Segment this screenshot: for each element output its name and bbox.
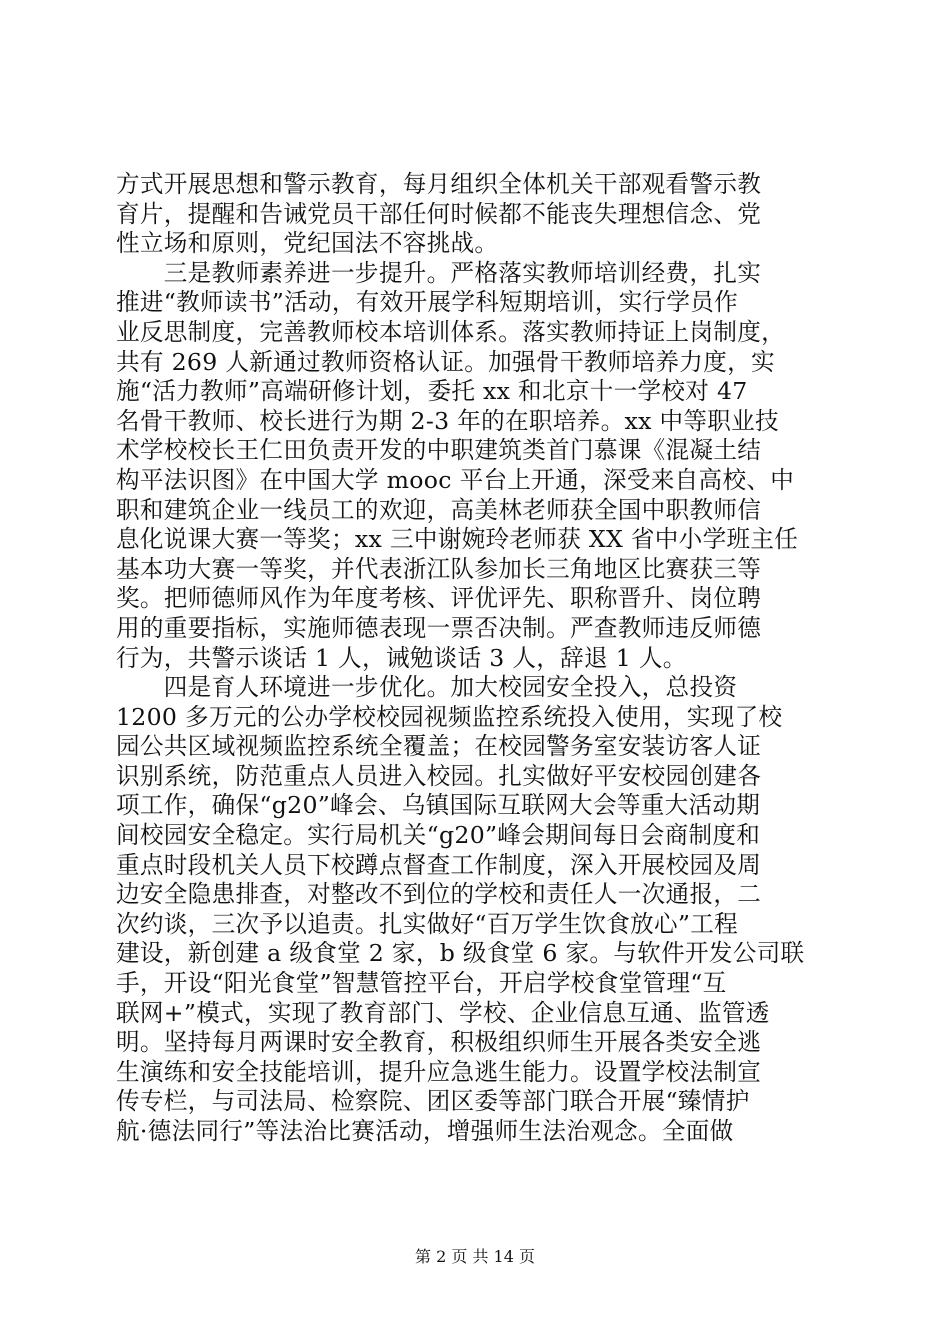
text-line: 次约谈，三次予以追责。扎实做好“百万学生饮食放心”工程 [116,909,739,938]
text-line: 奖。把师德师风作为年度考核、评优评先、职称晋升、岗位聘 [116,584,762,613]
text-line: 三是教师素养进一步提升。严格落实教师培训经费，扎实 [116,258,762,287]
text-line: 间校园安全稳定。实行局机关“g20”峰会期间每日会商制度和 [116,821,761,850]
text-line: 项工作，确保“g20”峰会、乌镇国际互联网大会等重大活动期 [116,791,761,820]
text-line: 园公共区域视频监控系统全覆盖；在校园警务室安装访客人证 [116,732,762,761]
text-line: 构平法识图》在中国大学 mooc 平台上开通，深受来自高校、中 [116,465,795,494]
text-line: 手，开设“阳光食堂”智慧管控平台，开启学校食堂管理“互 [116,969,727,998]
text-line: 联网+”模式，实现了教育部门、学校、企业信息互通、监管透 [116,998,770,1027]
text-line: 育片，提醒和告诫党员干部任何时候都不能丧失理想信念、党 [116,199,762,228]
text-line: 方式开展思想和警示教育，每月组织全体机关干部观看警示教 [116,170,762,198]
document-body [116,170,826,1147]
text-line: 性立场和原则，党纪国法不容挑战。 [116,229,499,258]
text-line: 用的重要指标，实施师德表现一票否决制。严查教师违反师德 [116,613,762,642]
text-line: 业反思制度，完善教师校本培训体系。落实教师持证上岗制度， [116,317,786,346]
text-line: 1200 多万元的公办学校校园视频监控系统投入使用，实现了校 [116,702,783,731]
text-line: 施“活力教师”高端研修计划，委托 xx 和北京十一学校对 47 [116,377,748,406]
text-line: 四是育人环境进一步优化。加大校园安全投入，总投资 [116,673,738,702]
text-line: 识别系统，防范重点人员进入校园。扎实做好平安校园创建各 [116,761,762,790]
text-line: 航·德法同行”等法治比赛活动，增强师生法治观念。全面做 [116,1117,734,1145]
text-line: 息化说课大赛一等奖；xx 三中谢婉玲老师获 XX 省中小学班主任 [116,525,799,554]
text-line: 行为，共警示谈话 1 人，诫勉谈话 3 人，辞退 1 人。 [116,643,687,672]
text-line: 生演练和安全技能培训，提升应急逃生能力。设置学校法制宣 [116,1057,762,1086]
text-line: 重点时段机关人员下校蹲点督查工作制度，深入开展校园及周 [116,850,762,879]
text-line: 名骨干教师、校长进行为期 2-3 年的在职培养。xx 中等职业技 [116,406,779,435]
text-line: 共有 269 人新通过教师资格认证。加强骨干教师培养力度，实 [116,347,775,376]
text-line: 建设，新创建 a 级食堂 2 家，b 级食堂 6 家。与软件开发公司联 [116,939,805,968]
text-line: 传专栏，与司法局、检察院、团区委等部门联合开展“臻情护 [116,1087,750,1116]
text-line: 基本功大赛一等奖，并代表浙江队参加长三角地区比赛获三等 [116,554,762,583]
page-number-footer: 第 2 页 共 14 页 [415,1247,535,1266]
text-line: 推进“教师读书”活动，有效开展学科短期培训，实行学员作 [116,288,739,317]
text-line: 术学校校长王仁田负责开发的中职建筑类首门慕课《混凝土结 [116,436,762,465]
text-line: 边安全隐患排查，对整改不到位的学校和责任人一次通报，二 [116,880,762,909]
text-line: 职和建筑企业一线员工的欢迎，高美林老师获全国中职教师信 [116,495,762,524]
text-line: 明。坚持每月两课时安全教育，积极组织师生开展各类安全逃 [116,1028,762,1057]
